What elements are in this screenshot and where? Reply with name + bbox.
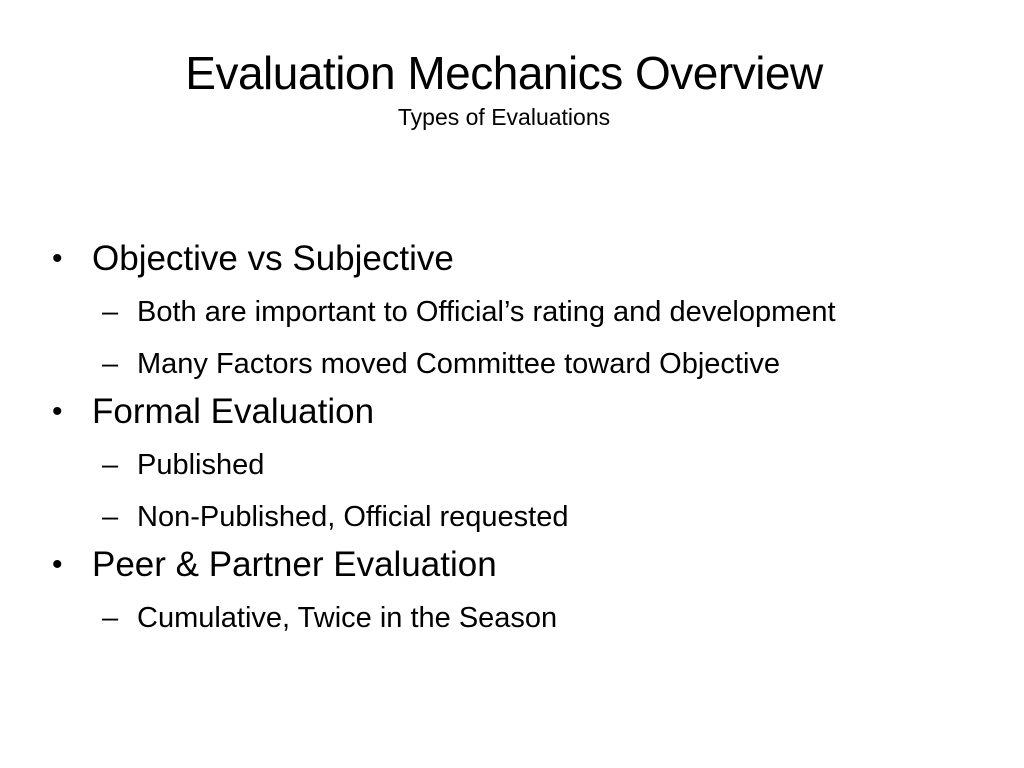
sub-bullet-text: Published xyxy=(137,449,265,481)
sub-bullet-marker: – xyxy=(102,602,119,634)
bullet-text: Objective vs Subjective xyxy=(92,239,454,278)
bullet-item xyxy=(52,539,992,591)
bullet-item xyxy=(52,386,992,438)
sub-bullet-item xyxy=(52,597,992,640)
sub-bullet-item xyxy=(52,444,992,487)
sub-bullet-item xyxy=(52,496,992,539)
slide-subtitle: Types of Evaluations xyxy=(397,104,611,130)
bullet-marker: • xyxy=(52,548,63,581)
slide-title: Evaluation Mechanics Overview xyxy=(185,47,823,99)
bullet-text: Formal Evaluation xyxy=(92,392,375,431)
sub-bullet-marker: – xyxy=(102,449,119,481)
sub-bullet-text: Many Factors moved Committee toward Objective xyxy=(137,348,781,380)
sub-bullet-marker: – xyxy=(102,296,119,328)
sub-bullet-item xyxy=(52,343,992,386)
bullet-marker: • xyxy=(52,242,63,275)
sub-bullet-item xyxy=(52,291,992,334)
sub-bullet-text: Cumulative, Twice in the Season xyxy=(137,602,558,634)
sub-bullet-text: Both are important to Official’s rating and development xyxy=(137,296,836,328)
sub-bullet-text: Non-Published, Official requested xyxy=(137,501,569,533)
sub-bullet-marker: – xyxy=(102,501,119,533)
bullet-marker: • xyxy=(52,395,63,428)
sub-bullet-marker: – xyxy=(102,348,119,380)
bullet-list xyxy=(52,233,992,640)
title-block xyxy=(0,44,1008,132)
bullet-text: Peer & Partner Evaluation xyxy=(92,545,497,584)
bullet-item xyxy=(52,233,992,285)
